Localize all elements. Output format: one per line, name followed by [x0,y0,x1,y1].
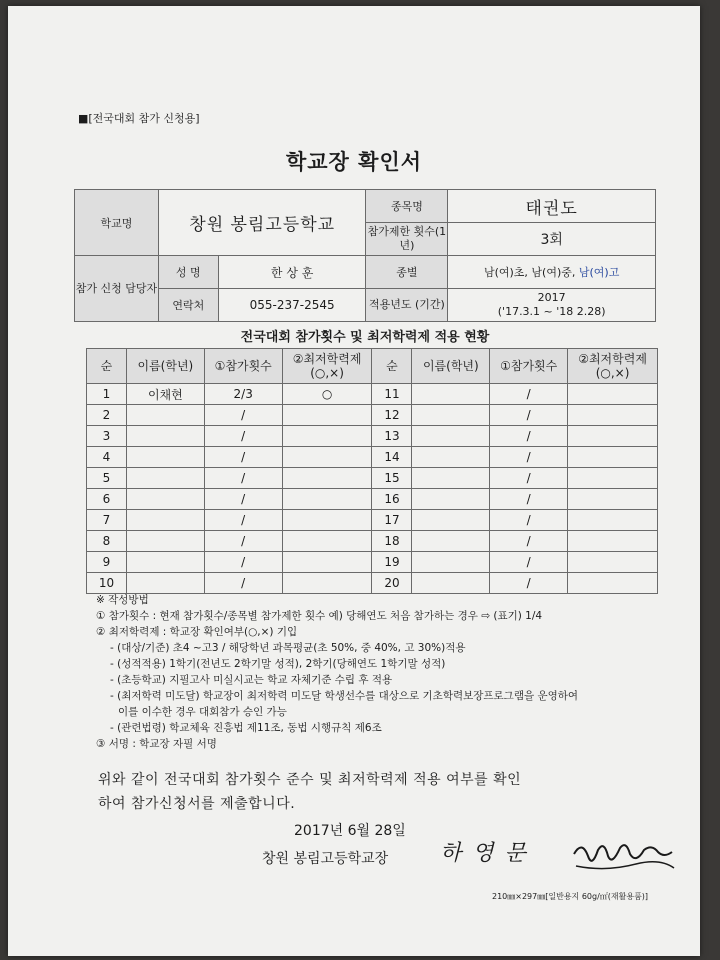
gender-options: 남(여)초, 남(여)중, [483,266,576,279]
cell-count: / [204,468,282,489]
note-line: ① 참가횟수 : 현재 참가횟수/종목별 참가제한 횟수 예) 당해연도 처음 참가하는 경우 ⇨ (표기) 1/4 [96,610,543,622]
table-row [87,426,658,447]
cell-name [126,531,204,552]
note-line: ② 최저학력제 : 학교장 확인여부(○,×) 기입 [96,626,298,638]
column-header: ②최저학력제 (○,×) [568,349,658,384]
cell-min [568,384,658,405]
cell-count: / [204,552,282,573]
gender-value [448,256,656,289]
cell-count: / [204,447,282,468]
cell-count: / [204,531,282,552]
table-header-row [87,349,658,384]
column-header: ①참가횟수 [490,349,568,384]
cell-min [282,426,372,447]
cell-no: 7 [87,510,127,531]
cell-name [126,447,204,468]
name-label: 성 명 [158,256,218,289]
cell-name [412,531,490,552]
cell-min [568,510,658,531]
gender-selected: 남(여)고 [578,266,620,279]
table-row [87,468,658,489]
cell-min [282,573,372,594]
cell-count: / [490,468,568,489]
column-header: ①참가횟수 [204,349,282,384]
cell-count: / [204,426,282,447]
note-line: - (초등학교) 지필고사 미실시교는 학교 자체기준 수립 후 적용 [110,674,393,686]
cell-count: / [490,426,568,447]
cell-min [568,531,658,552]
table-row [87,384,658,405]
cell-min [282,489,372,510]
cell-count: / [490,384,568,405]
limit-label: 참가제한 횟수(1년) [366,223,448,256]
gender-label: 종별 [366,256,448,289]
column-header: 순 [372,349,412,384]
year-value [448,289,656,322]
cell-no: 6 [87,489,127,510]
cell-count: / [490,552,568,573]
cell-no: 15 [372,468,412,489]
cell-min [568,426,658,447]
cell-no: 16 [372,489,412,510]
cell-name [412,426,490,447]
sign-date: 2017년 6월 28일 [294,823,406,839]
cell-min [282,531,372,552]
sport-label: 종목명 [366,190,448,223]
year: 2017 [537,291,566,304]
cell-count: / [490,510,568,531]
participation-table [86,348,658,594]
note-line: - (관련법령) 학교체육 진흥법 제11조, 동법 시행규칙 제6조 [110,722,382,734]
document-page [8,6,700,956]
column-header: 순 [87,349,127,384]
cell-name: 이채현 [126,384,204,405]
cell-name [412,447,490,468]
cell-no: 1 [87,384,127,405]
note-line: 이를 이수한 경우 대회참가 승인 가능 [118,706,287,718]
cell-no: 8 [87,531,127,552]
statement-line-1: 위와 같이 전국대회 참가횟수 준수 및 최저학력제 적용 여부를 확인 [98,772,522,788]
cell-count: / [204,573,282,594]
cell-min [568,447,658,468]
cell-count: / [204,489,282,510]
cell-count: / [204,405,282,426]
period: ('17.3.1 ~ '18 2.28) [497,305,606,318]
cell-no: 10 [87,573,127,594]
table-row [87,552,658,573]
cell-no: 20 [372,573,412,594]
cell-name [126,426,204,447]
cell-name [412,573,490,594]
cell-count: / [490,405,568,426]
cell-no: 14 [372,447,412,468]
cell-count: / [204,510,282,531]
cell-min [282,405,372,426]
cell-no: 9 [87,552,127,573]
year-label: 적용년도 (기간) [366,289,448,322]
contact-label: 연락처 [158,289,218,322]
cell-name [126,405,204,426]
cell-min [568,468,658,489]
school-name: 창원 봉림고등학교 [158,190,366,256]
cell-count: / [490,489,568,510]
cell-no: 5 [87,468,127,489]
cell-name [412,510,490,531]
note-line: ※ 작성방법 [96,594,149,606]
cell-min [568,573,658,594]
cell-min [568,552,658,573]
form-tag: ■[전국대회 참가 신청용] [78,112,200,125]
limit-value: 3회 [448,223,656,256]
cell-count: / [490,447,568,468]
principal-title: 창원 봉림고등학교장 [262,851,389,867]
cell-no: 18 [372,531,412,552]
table-row [87,531,658,552]
principal-name: 하 영 문 [440,841,528,866]
column-header: 이름(학년) [126,349,204,384]
signature-scribble [568,832,678,876]
note-line: ③ 서명 : 학교장 자필 서명 [96,738,217,750]
status-subtitle: 전국대회 참가횟수 및 최저학력제 적용 현황 [240,330,490,345]
cell-no: 12 [372,405,412,426]
cell-name [412,405,490,426]
table-row [87,447,658,468]
cell-no: 17 [372,510,412,531]
cell-min [568,489,658,510]
cell-no: 2 [87,405,127,426]
sport-value: 태권도 [448,190,656,223]
instructions [96,592,666,752]
cell-min [568,405,658,426]
cell-count: 2/3 [204,384,282,405]
cell-name [126,510,204,531]
name-value: 한 상 훈 [218,256,366,289]
cell-min [282,468,372,489]
cell-name [412,468,490,489]
cell-name [126,573,204,594]
column-header: ②최저학력제 (○,×) [282,349,372,384]
cell-min [282,552,372,573]
table-row [87,573,658,594]
note-line: - (최저학력 미도달) 학교장이 최저학력 미도달 학생선수를 대상으로 기초학력보장프로그램을 운영하여 [110,690,579,702]
cell-no: 11 [372,384,412,405]
cell-name [126,468,204,489]
cell-name [412,489,490,510]
column-header: 이름(학년) [412,349,490,384]
cell-count: / [490,531,568,552]
table-row [87,510,658,531]
cell-name [126,552,204,573]
info-table [74,189,656,322]
cell-no: 19 [372,552,412,573]
cell-no: 4 [87,447,127,468]
cell-name [412,384,490,405]
cell-min [282,510,372,531]
document-title: 학교장 확인서 [285,150,423,174]
contact-value: 055-237-2545 [218,289,366,322]
cell-min: ○ [282,384,372,405]
cell-count: / [490,573,568,594]
school-label: 학교명 [75,190,159,256]
confirmation-statement [98,768,658,816]
cell-name [126,489,204,510]
cell-no: 13 [372,426,412,447]
paper-spec: 210㎜×297㎜[일반용지 60g/㎡(재활용품)] [492,892,649,901]
cell-name [412,552,490,573]
statement-line-2: 하여 참가신청서를 제출합니다. [98,796,296,812]
cell-no: 3 [87,426,127,447]
table-row [87,405,658,426]
applicant-label: 참가 신청 담당자 [75,256,159,322]
note-line: - (대상/기준) 초4 ~고3 / 해당학년 과목평균(초 50%, 중 40%, 고 30%)적용 [110,642,466,654]
cell-min [282,447,372,468]
note-line: - (성적적용) 1학기(전년도 2학기말 성적), 2학기(당해연도 1학기말 성적) [110,658,446,670]
table-row [87,489,658,510]
